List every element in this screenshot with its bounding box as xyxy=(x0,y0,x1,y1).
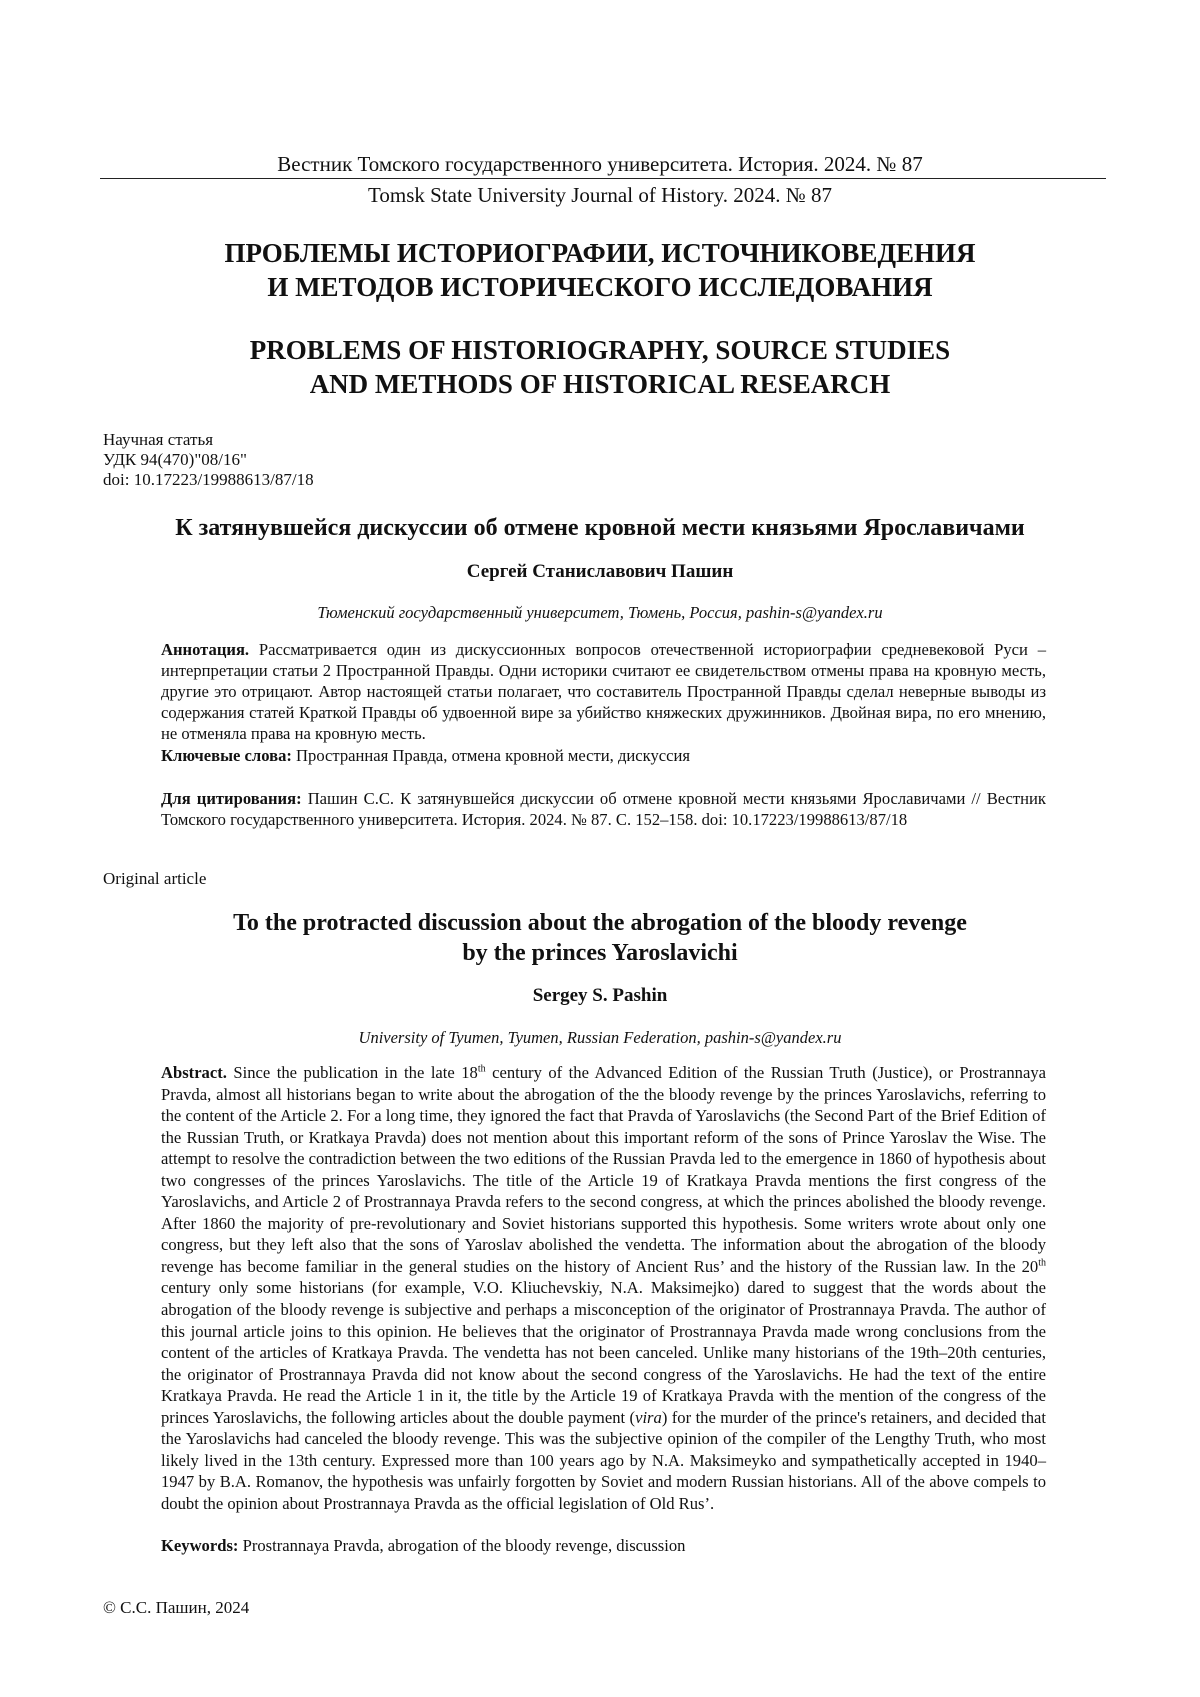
journal-title-ru: Вестник Томского государственного университета. История. 2024. № 87 xyxy=(277,152,923,176)
section-heading-en-line2: AND METHODS OF HISTORICAL RESEARCH xyxy=(309,369,891,399)
abstract-label-ru: Аннотация. xyxy=(161,640,250,659)
header-divider xyxy=(100,178,1106,179)
abstract-text-ru: Рассматривается один из дискуссионных вопросов отечественной историографии средневековой Руси – интерпретации статьи 2 Пространной Правды. Одни историки считают ее свидетельством отмены права на кровную месть, другие это отрицают. Автор настоящей статьи полагает, что составитель Пространной Правды сделал неверные выводы из содержания статей Краткой Правды об удвоенной вире за убийство княжеских дружинников. Двойная вира, по его мнению, не отменяла права на кровную месть. xyxy=(161,640,1046,743)
keywords-ru xyxy=(161,745,1046,766)
keywords-en xyxy=(161,1535,1046,1556)
copyright: © С.С. Пашин, 2024 xyxy=(103,1598,250,1617)
article-title-ru: К затянувшейся дискуссии об отмене кровной мести князьями Ярославичами xyxy=(175,515,1025,541)
abstract-label-en: Abstract. xyxy=(161,1063,227,1082)
citation-label: Для цитирования: xyxy=(161,789,302,808)
section-heading-ru-line1: ПРОБЛЕМЫ ИСТОРИОГРАФИИ, ИСТОЧНИКОВЕДЕНИЯ xyxy=(224,238,976,268)
abstract-en xyxy=(161,1062,1046,1514)
citation-text: Пашин С.С. К затянувшейся дискуссии об отмене кровной мести князьями Ярославичами // Вестник Томского государственного университета. История. 2024. № 87. С. 152–158. doi: 10.17223/19988613/87/18 xyxy=(161,789,1046,829)
author-name-ru: Сергей Станиславович Пашин xyxy=(466,561,734,582)
article-meta xyxy=(103,430,314,490)
vira-term: vira xyxy=(635,1407,662,1427)
article-type-en: Original article xyxy=(103,869,207,888)
doi: doi: 10.17223/19988613/87/18 xyxy=(103,470,314,489)
section-heading-ru xyxy=(100,236,1100,304)
author-name-en: Sergey S. Pashin xyxy=(532,985,668,1006)
affiliation-ru: Тюменский государственный университет, Тюмень, Россия, pashin-s@yandex.ru xyxy=(317,603,883,622)
udc-code: УДК 94(470)"08/16" xyxy=(103,450,247,469)
section-heading-ru-line2: И МЕТОДОВ ИСТОРИЧЕСКОГО ИССЛЕДОВАНИЯ xyxy=(267,272,933,302)
article-type-ru: Научная статья xyxy=(103,430,214,449)
abstract-text-en-part2: century of the Advanced Edition of the Russian Truth (Justice), or Prostrannaya Pravda, almost all historians began to write about the abrogation of the the bloody revenge by the princes Yaroslavichs, referring to the content of the Article 2. For a long time, they ignored the fact that Pravda of Yaroslavichs (the Second Part of the Brief Edition of the Russian Truth, or Kratkaya Pravda) does not mention about this important reform of the sons of Prince Yaroslav the Wise. The attempt to resolve the contradiction between the two editions of the Russian Pravda led to the emergence in 1860 of hypothesis about two congresses of the princes Yaroslavichs. The title of the Article 19 of Kratkaya Pravda mentions the first congress of the Yaroslavichs, and Article 2 of Prostrannaya Pravda refers to the second congress, at which the princes abolished the bloody revenge. After 1860 the majority of pre-revolutionary and Soviet historians supported this hypothesis. Some writers wrote about only one congress, but they left also that the sons of Yaroslav abolished the vendetta. The information about the abrogation of the bloody revenge has become familiar in the general studies on the history of Ancient Rus’ and the history of the Russian law. In the 20 xyxy=(161,1063,1046,1276)
abstract-text-en-part1: Since the publication in the late 18 xyxy=(233,1063,478,1082)
abstract-text-en-part3: century only some historians (for example, V.O. Kliuchevskiy, N.A. Maksimejko) dared to suggest that the words about the abrogation of the bloody revenge is subjective and perhaps a misconception of the originator of Prostrannaya Pravda. The author of this journal article joins to this opinion. He believes that the originator of Prostrannaya Pravda made wrong conclusions from the content of the articles of Kratkaya Pravda. The vendetta has not been canceled. Unlike many historians of the 19th–20th centuries, the originator of Prostrannaya Pravda did not know about the second congress of the Yaroslavichs. He had the text of the entire Kratkaya Pravda. He read the Article 1 in it, the title by the Article 19 of Kratkaya Pravda with the mention of the congress of the princes Yaroslavichs, the following articles about the double payment ( xyxy=(161,1278,1046,1427)
article-title-en xyxy=(100,908,1100,968)
article-title-en-line2: by the princes Yaroslavichi xyxy=(462,940,738,966)
journal-title-en: Tomsk State University Journal of History. 2024. № 87 xyxy=(368,183,832,207)
article-title-en-line1: To the protracted discussion about the abrogation of the bloody revenge xyxy=(233,910,967,936)
citation xyxy=(161,788,1046,830)
keywords-label-en: Keywords: xyxy=(161,1536,239,1555)
abstract-text-en-part4: ) for the murder of the prince's retainers, and decided that the Yaroslavichs had canceled the bloody revenge. This was the subjective opinion of the compiler of the Lengthy Truth, who most likely lived in the 13th century. Expressed more than 100 years ago by N.A. Maksimeyko and sympathetically accepted in 1940–1947 by B.A. Romanov, the hypothesis was unfairly forgotten by Soviet and modern Russian historians. All of the above compels to doubt the opinion about Prostrannaya Pravda as the official legislation of Old Rus’. xyxy=(161,1407,1046,1513)
keywords-text-en: Prostrannaya Pravda, abrogation of the bloody revenge, discussion xyxy=(242,1536,686,1555)
section-heading-en-line1: PROBLEMS OF HISTORIOGRAPHY, SOURCE STUDIES xyxy=(249,335,951,365)
keywords-label-ru: Ключевые слова: xyxy=(161,746,292,765)
abstract-ru xyxy=(161,639,1046,744)
section-heading-en xyxy=(100,333,1100,401)
keywords-text-ru: Пространная Правда, отмена кровной мести, дискуссия xyxy=(296,746,691,765)
ordinal-suffix: th xyxy=(477,1063,486,1075)
affiliation-en: University of Tyumen, Tyumen, Russian Federation, pashin-s@yandex.ru xyxy=(358,1028,842,1047)
ordinal-suffix: th xyxy=(1038,1257,1046,1269)
